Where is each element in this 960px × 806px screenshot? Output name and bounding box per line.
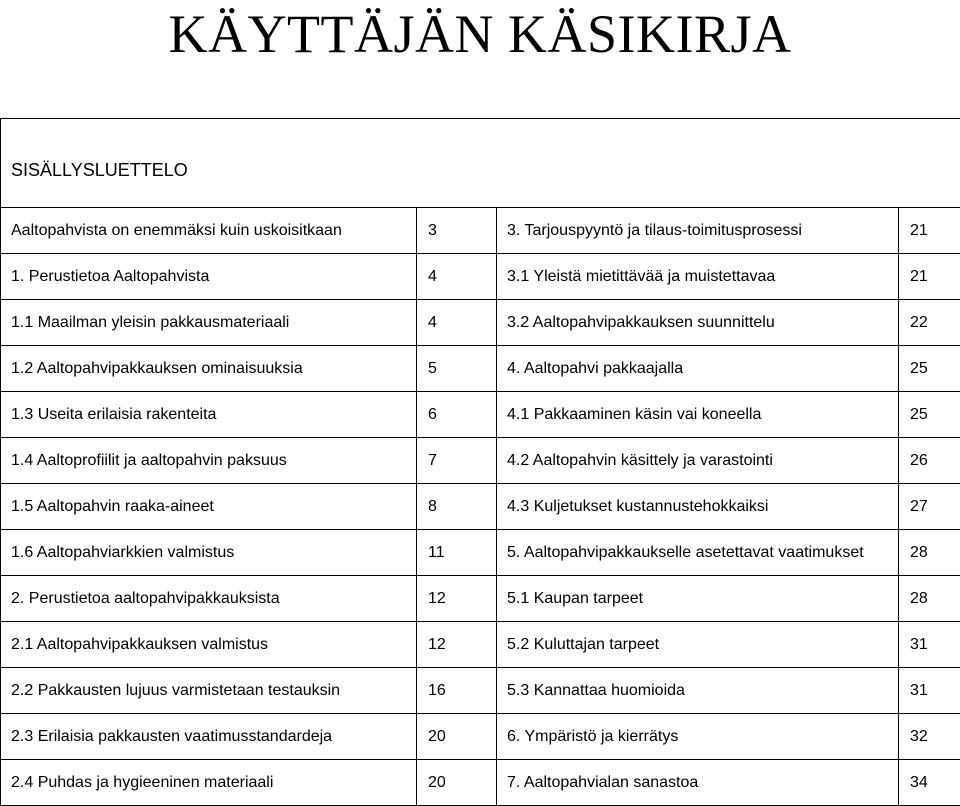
toc-entry-right: 3.1 Yleistä mietittävää ja muistettavaa — [497, 254, 899, 300]
toc-row — [1, 714, 960, 760]
toc-row — [1, 576, 960, 622]
toc-page-left: 12 — [417, 576, 497, 622]
toc-page-left: 12 — [417, 622, 497, 668]
toc-row — [1, 254, 960, 300]
toc-row — [1, 208, 960, 254]
toc-page-left: 5 — [417, 346, 497, 392]
toc-entry-left: 2.1 Aaltopahvipakkauksen valmistus — [1, 622, 417, 668]
toc-page-left: 6 — [417, 392, 497, 438]
toc-page-right: 21 — [899, 254, 960, 300]
toc-page-right: 32 — [899, 714, 960, 760]
toc-page-left: 8 — [417, 484, 497, 530]
toc-entry-right: 6. Ympäristö ja kierrätys — [497, 714, 899, 760]
toc-entry-left: 1.2 Aaltopahvipakkauksen ominaisuuksia — [1, 346, 417, 392]
toc-entry-left: 1.5 Aaltopahvin raaka-aineet — [1, 484, 417, 530]
toc-page-left: 20 — [417, 714, 497, 760]
toc-page-right: 26 — [899, 438, 960, 484]
toc-row — [1, 760, 960, 806]
toc-entry-right: 4.3 Kuljetukset kustannustehokkaiksi — [497, 484, 899, 530]
toc-entry-right: 5. Aaltopahvipakkaukselle asetettavat vaatimukset — [497, 530, 899, 576]
toc-entry-left: 1.1 Maailman yleisin pakkausmateriaali — [1, 300, 417, 346]
toc-row — [1, 484, 960, 530]
toc-row — [1, 392, 960, 438]
toc-page-left: 3 — [417, 208, 497, 254]
toc-entry-right: 3. Tarjouspyyntö ja tilaus-toimitusprosessi — [497, 208, 899, 254]
toc-row — [1, 346, 960, 392]
toc-row — [1, 668, 960, 714]
toc-entry-right: 7. Aaltopahvialan sanastoa — [497, 760, 899, 806]
toc-entry-right: 4.2 Aaltopahvin käsittely ja varastointi — [497, 438, 899, 484]
toc-header-row — [1, 119, 960, 208]
toc-entry-right: 3.2 Aaltopahvipakkauksen suunnittelu — [497, 300, 899, 346]
toc-page-right: 21 — [899, 208, 960, 254]
toc-page-right: 34 — [899, 760, 960, 806]
toc-entry-left: 2.2 Pakkausten lujuus varmistetaan testauksin — [1, 668, 417, 714]
document-title: KÄYTTÄJÄN KÄSIKIRJA — [0, 2, 960, 66]
toc-entry-right: 5.1 Kaupan tarpeet — [497, 576, 899, 622]
toc-entry-left: 1. Perustietoa Aaltopahvista — [1, 254, 417, 300]
toc-page-left: 4 — [417, 254, 497, 300]
toc-entry-left: Aaltopahvista on enemmäksi kuin uskoisitkaan — [1, 208, 417, 254]
toc-page-left: 16 — [417, 668, 497, 714]
toc-entry-left: 1.3 Useita erilaisia rakenteita — [1, 392, 417, 438]
toc-entry-right: 5.3 Kannattaa huomioida — [497, 668, 899, 714]
toc-page-right: 22 — [899, 300, 960, 346]
toc-entry-right: 5.2 Kuluttajan tarpeet — [497, 622, 899, 668]
table-of-contents — [0, 118, 960, 806]
toc-page-left: 11 — [417, 530, 497, 576]
toc-page-right: 25 — [899, 346, 960, 392]
toc-entry-left: 2.3 Erilaisia pakkausten vaatimusstandardeja — [1, 714, 417, 760]
toc-page-right: 31 — [899, 668, 960, 714]
toc-page-left: 7 — [417, 438, 497, 484]
toc-page-right: 25 — [899, 392, 960, 438]
toc-row — [1, 622, 960, 668]
toc-entry-right: 4. Aaltopahvi pakkaajalla — [497, 346, 899, 392]
toc-entry-left: 1.6 Aaltopahviarkkien valmistus — [1, 530, 417, 576]
toc-entry-right: 4.1 Pakkaaminen käsin vai koneella — [497, 392, 899, 438]
toc-row — [1, 438, 960, 484]
toc-row — [1, 300, 960, 346]
toc-page-left: 4 — [417, 300, 497, 346]
toc-page-right: 28 — [899, 576, 960, 622]
toc-entry-left: 2.4 Puhdas ja hygieeninen materiaali — [1, 760, 417, 806]
toc-page-right: 28 — [899, 530, 960, 576]
toc-page-right: 31 — [899, 622, 960, 668]
toc-entry-left: 1.4 Aaltoprofiilit ja aaltopahvin paksuus — [1, 438, 417, 484]
toc-page-left: 20 — [417, 760, 497, 806]
toc-page-right: 27 — [899, 484, 960, 530]
toc-row — [1, 530, 960, 576]
toc-heading: SISÄLLYSLUETTELO — [1, 119, 960, 208]
toc-entry-left: 2. Perustietoa aaltopahvipakkauksista — [1, 576, 417, 622]
